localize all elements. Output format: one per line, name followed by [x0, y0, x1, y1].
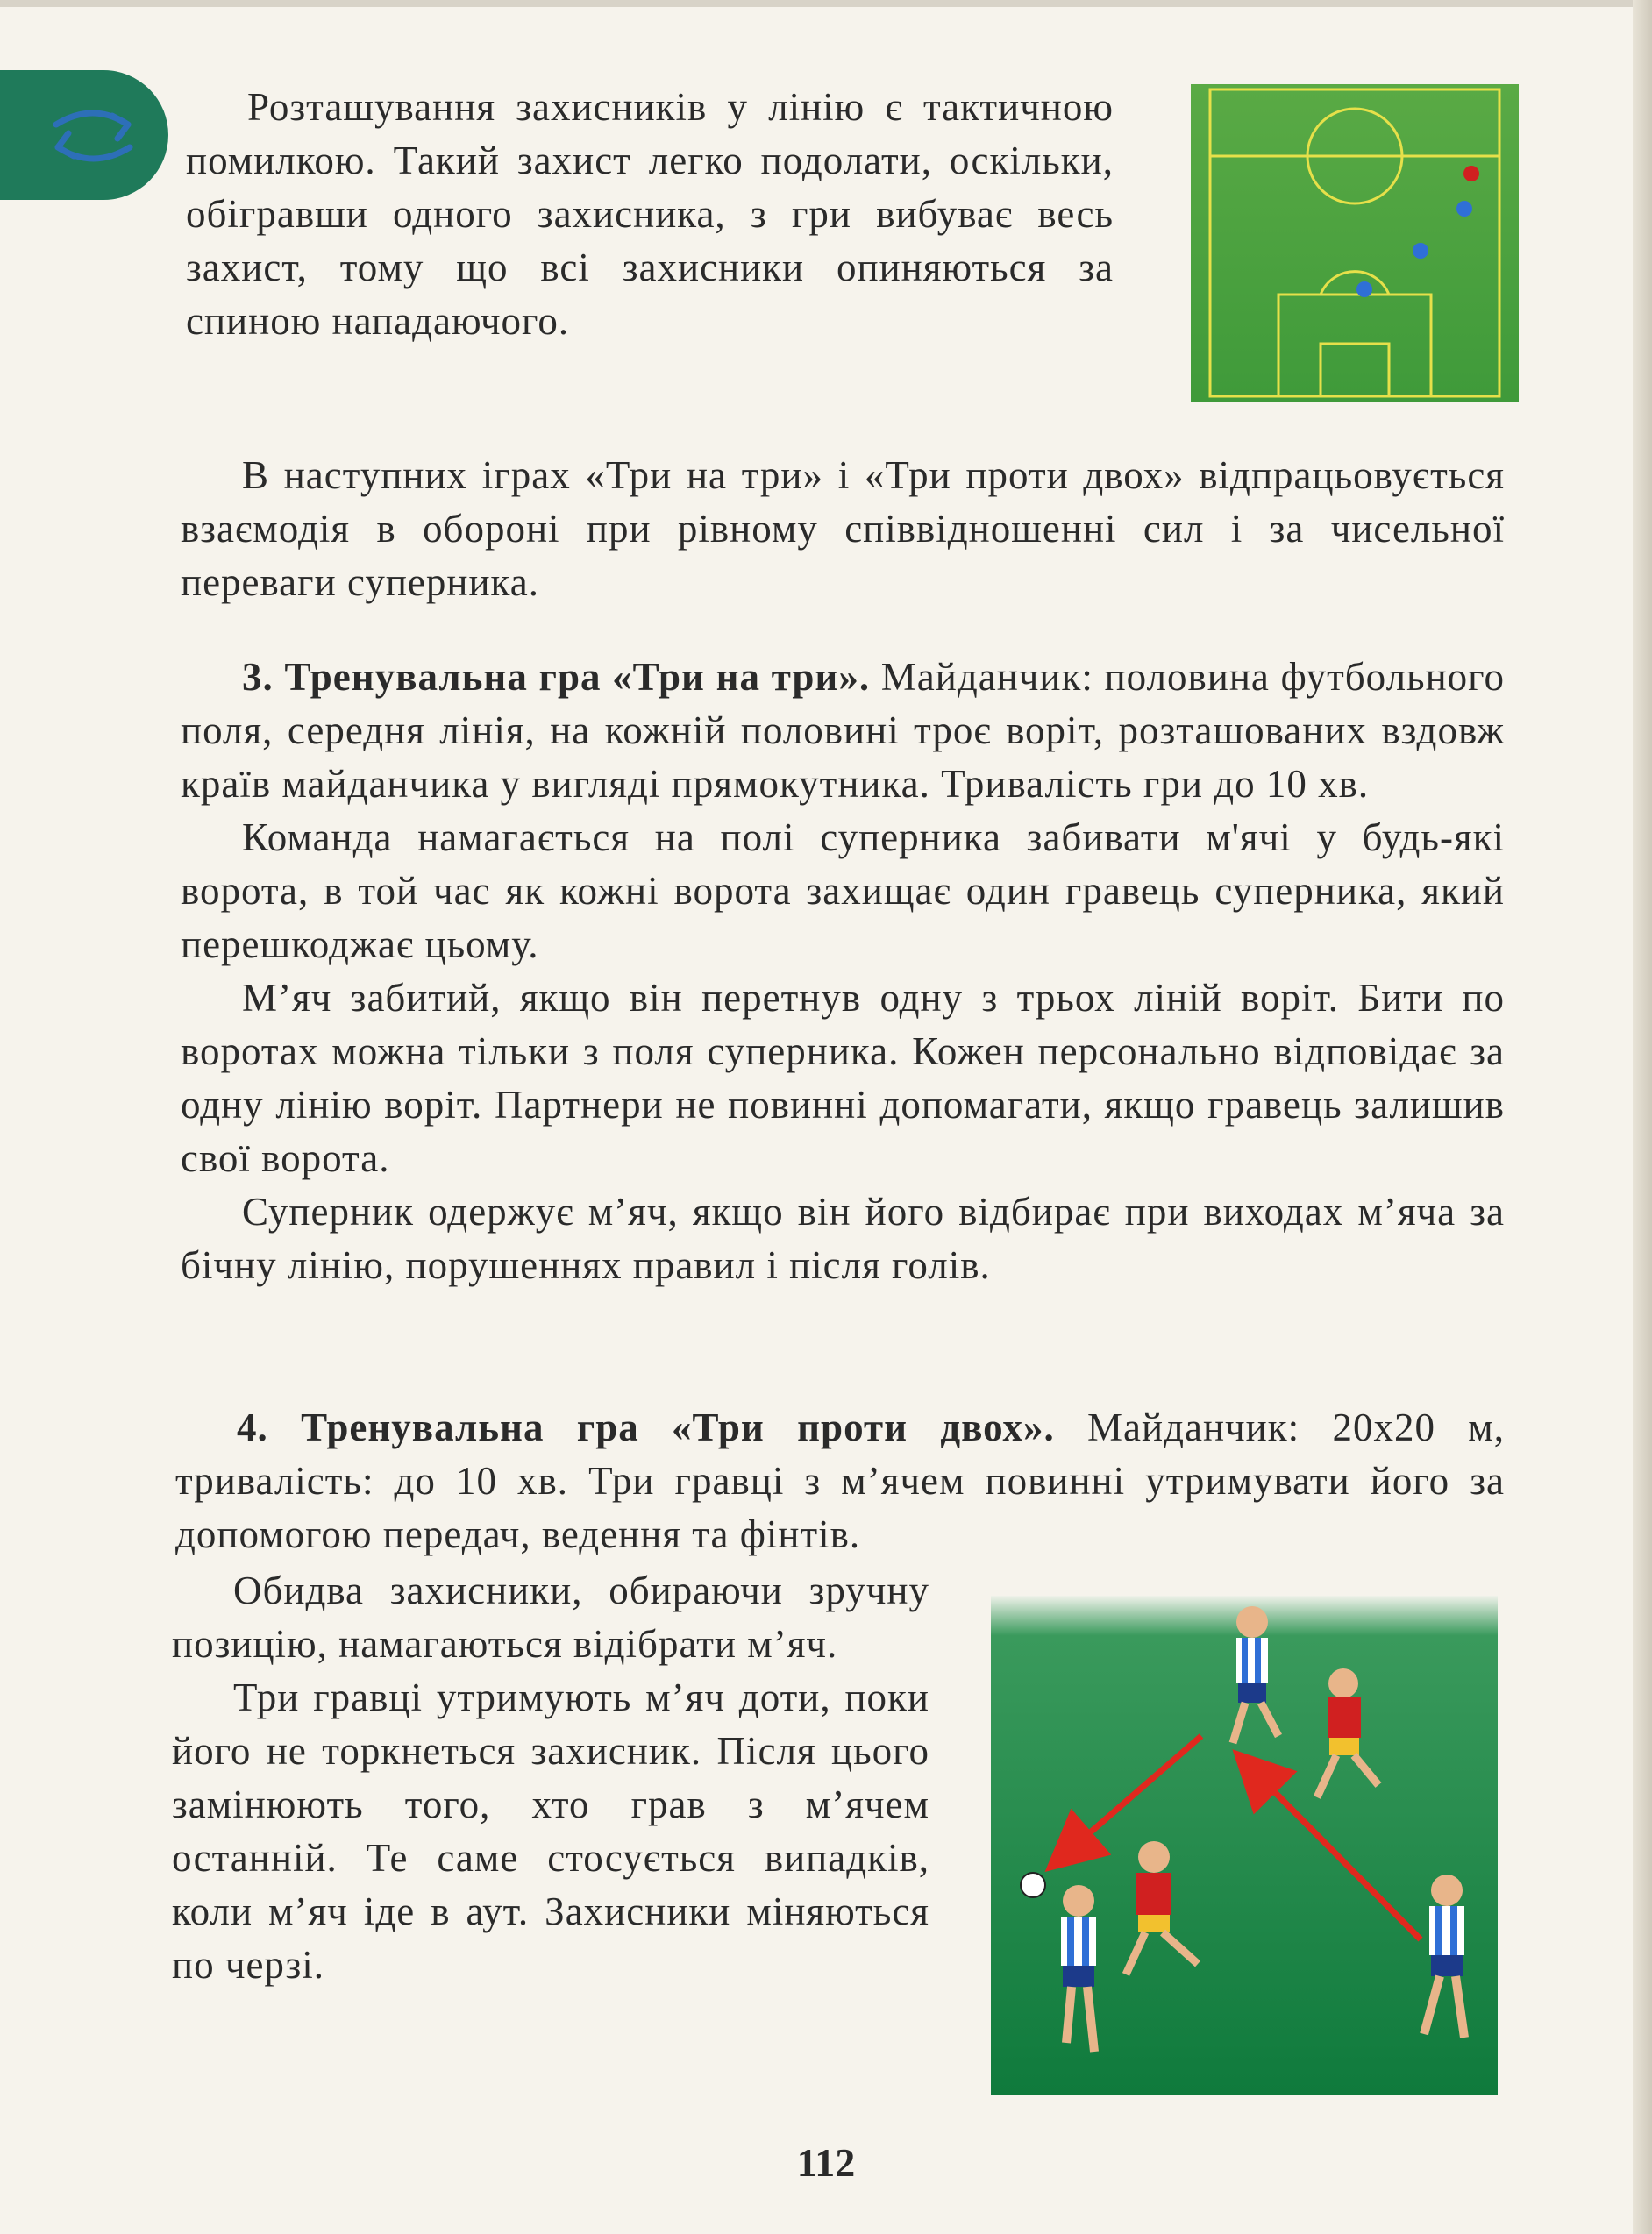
paragraph-1: Розташування захисників у лінію є тактичною помилкою. Такий захист легко подолати, оскільки, обігравши одного захисника, з гри вибуває весь захист, тому що всі захисники опиняються за спиною нападаючого.: [186, 85, 1114, 343]
swap-arrows-icon: [49, 105, 137, 167]
game-4-column: [172, 1564, 929, 1992]
defender-dot: [1456, 201, 1472, 217]
game-4-section: [175, 1401, 1505, 1562]
section-tab: [0, 70, 168, 200]
game-4-intro-paragraph: [175, 1401, 1505, 1562]
defender-dot: [1413, 243, 1428, 259]
game-4-paragraph-2: Три гравці утримують м’яч доти, поки його не торкнеться захисник. Після цього замінюють того, хто грав з м’ячем останній. Те саме стосується випадків, коли м’яч іде в аут. Захисники міняються по черзі.: [172, 1676, 929, 1987]
paragraph-2: В наступних іграх «Три на три» і «Три проти двох» відпрацьовується взаємодія в обороні при рівному співвідношенні сил і за чисельної переваги суперника.: [181, 453, 1505, 604]
game-3-heading: 3. Тренувальна гра «Три на три».: [242, 655, 871, 699]
page-binding-edge: [1633, 0, 1652, 2234]
game-3-intro-paragraph: [181, 651, 1505, 811]
paragraph-1-block: [186, 81, 1114, 348]
game-3-intro: Майданчик: половина футбольного поля, середня лінія, на кожній половині троє воріт, розташованих вздовж країв майданчика у вигляді прямокутника. Тривалість гри до 10 хв.: [181, 655, 1505, 806]
players-illustration: [991, 1596, 1498, 2095]
page-top-edge: [0, 0, 1652, 7]
game-3-paragraph-2: М’яч забитий, якщо він перетнув одну з трьох ліній воріт. Бити по воротах можна тільки з поля суперника. Кожен персонально відповідає за одну лінію воріт. Партнери не повинні допомагати, якщо гравець залишив свої ворота.: [181, 976, 1505, 1180]
paragraph-2-block: [181, 449, 1505, 609]
attacker-dot: [1463, 166, 1479, 181]
field-diagram: [1191, 84, 1519, 402]
page-number: 112: [796, 2140, 856, 2185]
game-4-intro: Майданчик: 20x20 м, тривалість: до 10 хв. Три гравці з м’ячем повинні утримувати його за допомогою передач, ведення та фінтів.: [175, 1405, 1505, 1556]
defender-dot: [1356, 281, 1372, 297]
game-3-paragraph-3: Суперник одержує м’яч, якщо він його відбирає при виходах м’яча за бічну лінію, порушеннях правил і після голів.: [181, 1190, 1505, 1287]
game-4-heading: 4. Тренувальна гра «Три проти двох».: [237, 1405, 1055, 1449]
ball: [1021, 1873, 1045, 1897]
game-3-paragraph-1: Команда намагається на полі суперника забивати м'ячі у будь-які ворота, в той час як кожні ворота захищає один гравець суперника, який перешкоджає цьому.: [181, 815, 1505, 966]
game-4-paragraph-1: Обидва захисники, обираючи зручну позицію, намагаються відібрати м’яч.: [172, 1569, 929, 1666]
game-3-section: [181, 651, 1505, 1292]
field-surface: [1191, 84, 1519, 402]
